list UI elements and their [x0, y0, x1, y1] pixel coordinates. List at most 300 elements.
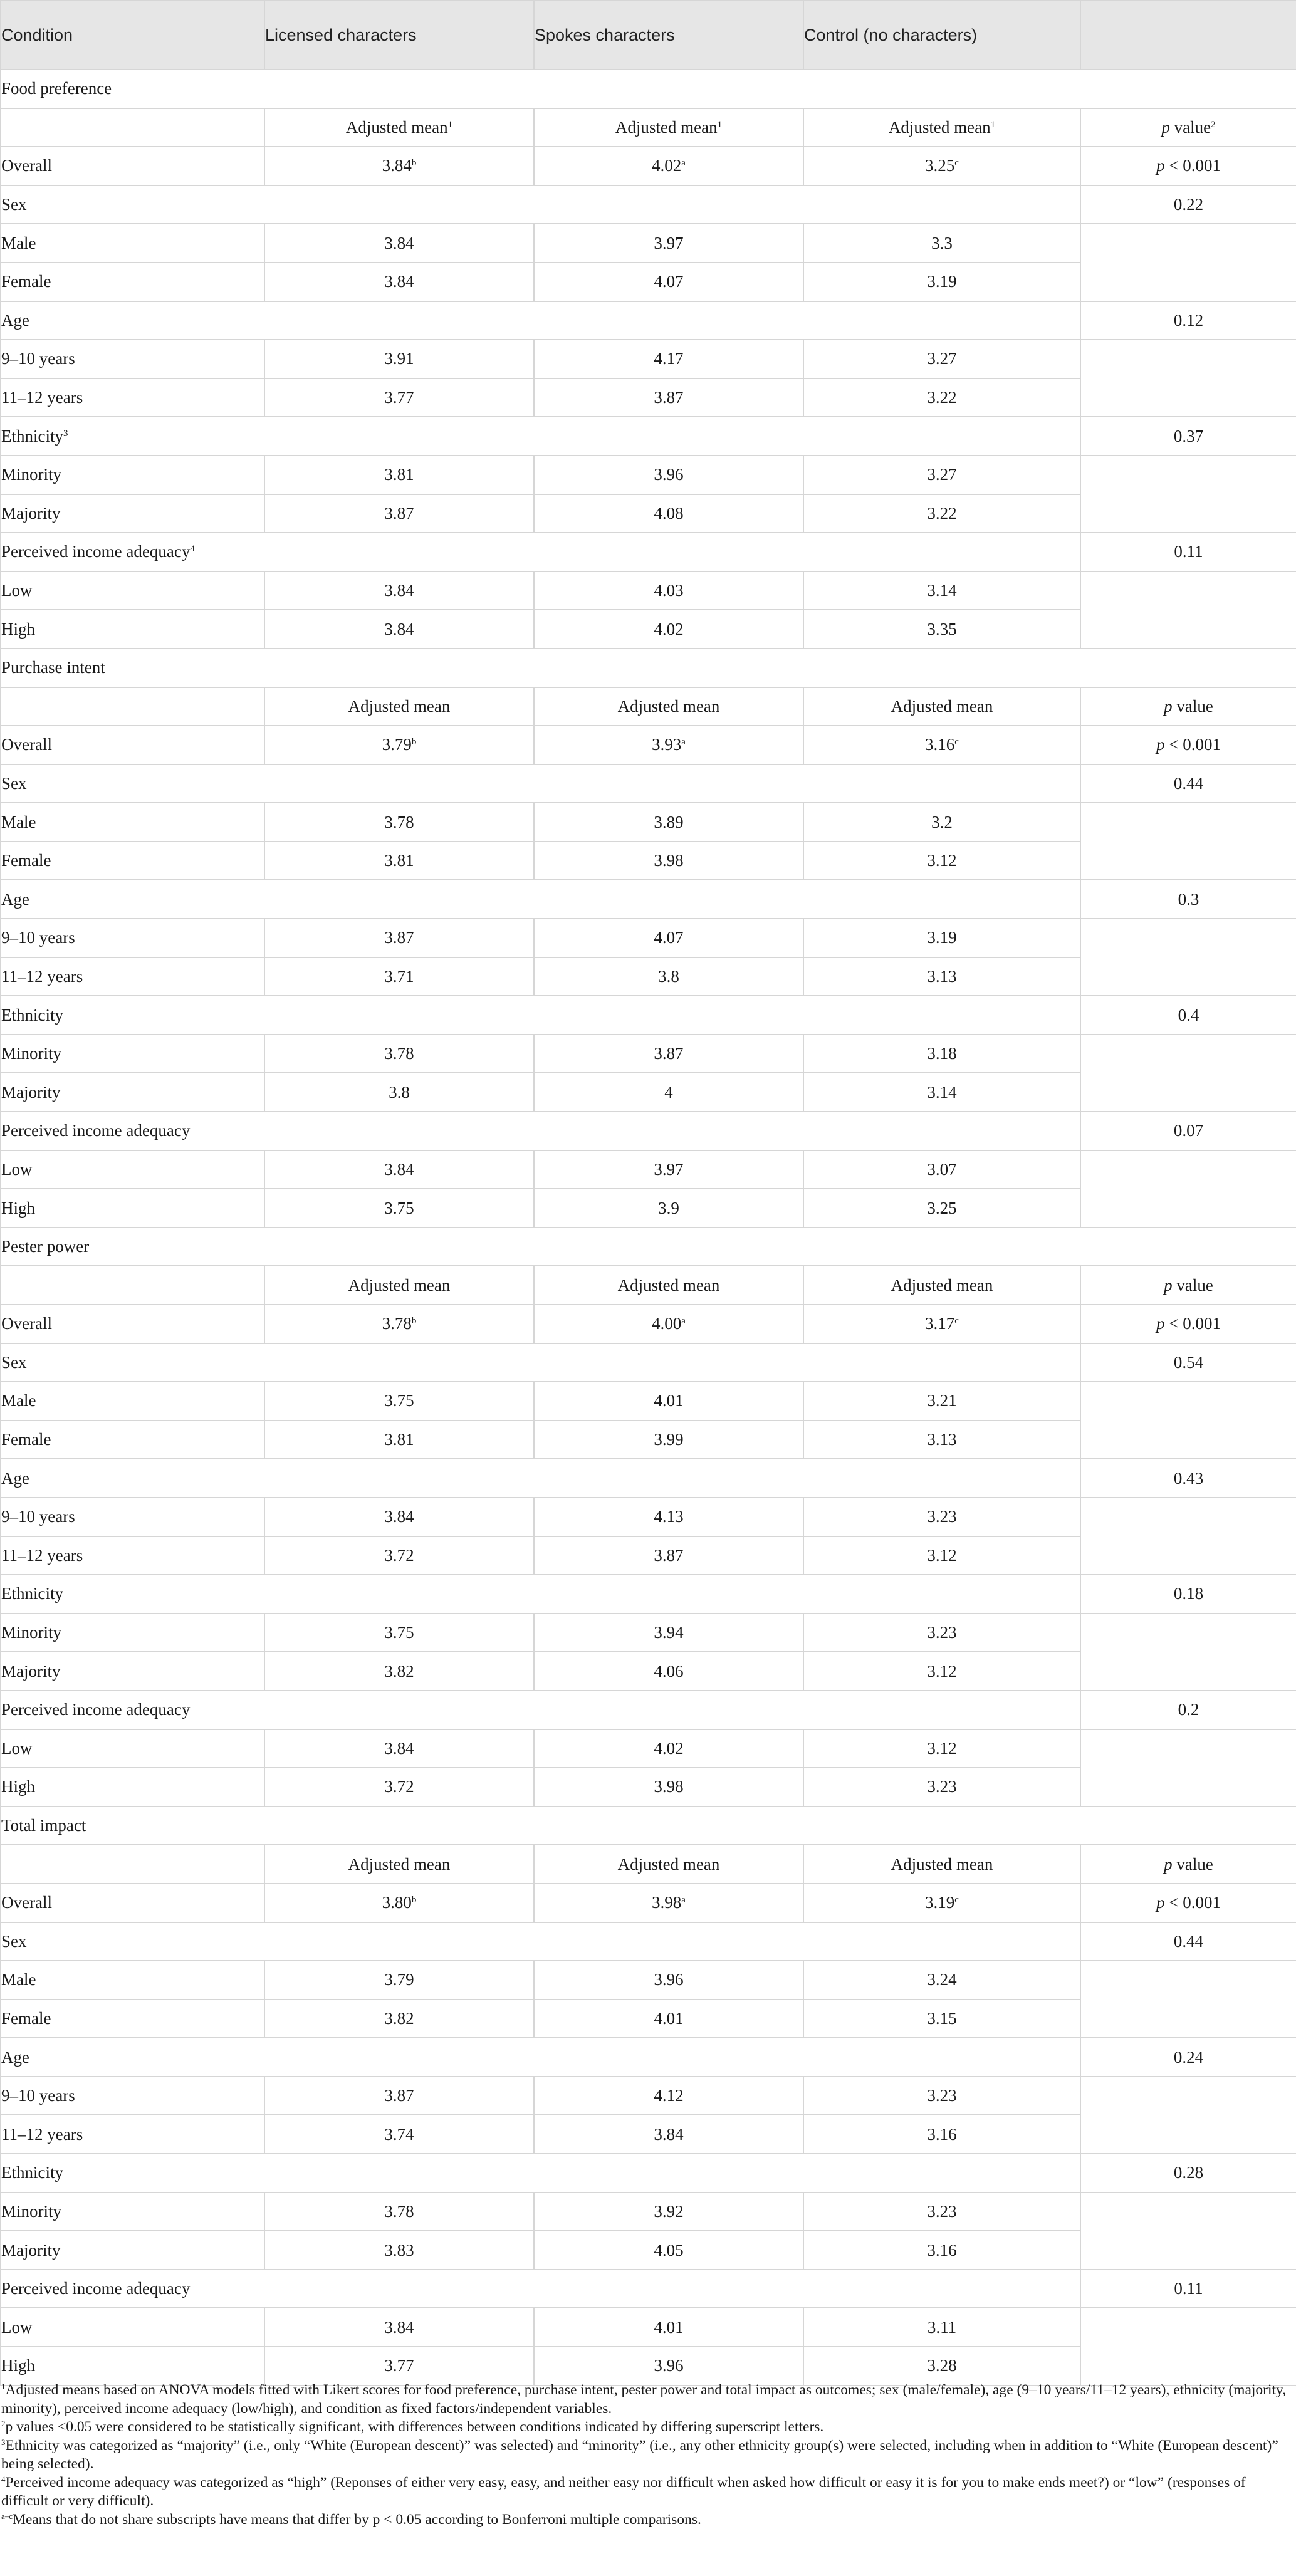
- table-row: [1, 1498, 1296, 1536]
- significance-letter: b: [411, 1316, 417, 1327]
- mean-value: 3.12: [927, 851, 957, 870]
- table-row: [1, 571, 1296, 610]
- p-value-text: 0.43: [1173, 1468, 1204, 1488]
- group-label: [1, 185, 1080, 224]
- mean-cell: [534, 1421, 803, 1459]
- empty-p-cell: [1080, 2077, 1296, 2154]
- mean-value: 3.23: [927, 1623, 957, 1642]
- p-label-rest: value: [1172, 1275, 1213, 1295]
- group-p-value: [1080, 996, 1296, 1035]
- row-label: [1, 340, 264, 378]
- mean-cell: [264, 263, 534, 301]
- mean-cell: [264, 2231, 534, 2270]
- mean-cell: [264, 803, 534, 842]
- mean-value: 4.17: [654, 349, 684, 368]
- section-title-text: Purchase intent: [1, 658, 105, 677]
- empty-p-cell: [1080, 456, 1296, 533]
- group-row: [1, 880, 1296, 919]
- mean-value: 3.12: [927, 1738, 957, 1758]
- mean-value: 4.01: [654, 2008, 684, 2028]
- p-value-text: 0.24: [1173, 2047, 1204, 2067]
- column-label-row: [1, 108, 1296, 147]
- mean-value: 3.84: [384, 2317, 414, 2337]
- overall-p-value: [1080, 1305, 1296, 1343]
- footnote: [1, 2381, 1290, 2418]
- mean-value: 3.27: [927, 349, 957, 368]
- mean-value: 3.27: [927, 465, 957, 484]
- mean-cell: [803, 1768, 1080, 1807]
- mean-cell: [534, 1073, 803, 1112]
- mean-value: 3.84: [384, 1507, 414, 1526]
- group-label-text: Age: [1, 310, 29, 330]
- group-row: [1, 1343, 1296, 1382]
- mean-cell: [264, 1768, 534, 1807]
- footnote-ref: 1: [447, 119, 453, 130]
- section-title-text: Total impact: [1, 1816, 86, 1835]
- mean-value: 3.78: [384, 1044, 414, 1063]
- row-label: [1, 1652, 264, 1691]
- row-label: [1, 571, 264, 610]
- group-p-value: [1080, 301, 1296, 340]
- mean-cell: [803, 1073, 1080, 1112]
- significance-letter: b: [411, 158, 417, 169]
- p-label-rest: value: [1169, 117, 1211, 137]
- mean-value: 3.23: [927, 1777, 957, 1796]
- adjusted-mean-text: Adjusted mean: [891, 1854, 993, 1874]
- significance-letter: c: [954, 1316, 959, 1327]
- row-label-text: Low: [1, 1738, 33, 1758]
- mean-cell: [264, 1189, 534, 1228]
- row-label-text: 9–10 years: [1, 349, 75, 368]
- mean-value: 3.12: [927, 1545, 957, 1565]
- footnote-text: Means that do not share subscripts have means that differ by p < 0.05 according to Bonferroni multiple comparisons.: [13, 2511, 701, 2528]
- row-label-text: Majority: [1, 1661, 61, 1681]
- overall-label-text: Overall: [1, 1314, 52, 1333]
- mean-cell: [534, 1189, 803, 1228]
- group-label: [1, 1691, 1080, 1729]
- table-row: [1, 1150, 1296, 1189]
- mean-value: 3.2: [931, 812, 953, 832]
- header-licensed: Licensed characters: [264, 1, 534, 70]
- section-title: [1, 649, 1296, 687]
- mean-value: 4.01: [654, 2317, 684, 2337]
- table-row: [1, 1729, 1296, 1768]
- overall-label: [1, 1884, 264, 1922]
- mean-cell: [803, 456, 1080, 494]
- row-label-text: Low: [1, 581, 33, 600]
- adjusted-mean-text: Adjusted mean: [345, 117, 448, 137]
- p-value-text: 0.22: [1173, 195, 1204, 214]
- group-label-text: Age: [1, 2047, 29, 2067]
- group-p-value: [1080, 1112, 1296, 1150]
- table-header: [1, 1, 1296, 70]
- row-label-text: 9–10 years: [1, 1507, 75, 1526]
- row-label-text: 11–12 years: [1, 388, 83, 407]
- mean-cell: [534, 2193, 803, 2231]
- mean-value: 3.19: [927, 272, 957, 291]
- mean-value: 3.80: [382, 1893, 412, 1912]
- adjusted-mean-label: [803, 108, 1080, 147]
- mean-value: 3.12: [927, 1661, 957, 1681]
- overall-row: [1, 147, 1296, 185]
- mean-cell: [534, 494, 803, 533]
- row-label-text: Majority: [1, 503, 61, 523]
- row-label: [1, 456, 264, 494]
- p-value-text: 0.11: [1174, 2279, 1203, 2298]
- group-p-value: [1080, 533, 1296, 571]
- mean-cell: [803, 571, 1080, 610]
- group-row: [1, 2154, 1296, 2193]
- group-label: [1, 996, 1080, 1035]
- mean-cell: [264, 610, 534, 649]
- overall-value: [803, 147, 1080, 185]
- mean-value: 3.84: [382, 156, 412, 175]
- section-title: [1, 1807, 1296, 1845]
- adjusted-mean-text: Adjusted mean: [348, 696, 451, 716]
- mean-value: 3.99: [654, 1430, 684, 1449]
- mean-value: 3.87: [384, 2086, 414, 2105]
- adjusted-mean-label: [264, 1845, 534, 1884]
- overall-label-text: Overall: [1, 1893, 52, 1912]
- mean-value: 3.98: [654, 851, 684, 870]
- mean-value: 3.84: [384, 1159, 414, 1179]
- p-label-rest: value: [1172, 1854, 1213, 1874]
- adjusted-mean-label: [534, 687, 803, 726]
- mean-value: 3.87: [384, 503, 414, 523]
- overall-value: [803, 726, 1080, 764]
- group-label-text: Perceived income adequacy: [1, 2279, 191, 2298]
- p-value-text: 0.07: [1173, 1121, 1204, 1140]
- row-label: [1, 1498, 264, 1536]
- mean-value: 3.87: [384, 928, 414, 947]
- row-label-text: Low: [1, 1159, 33, 1179]
- mean-cell: [264, 456, 534, 494]
- row-label-text: Majority: [1, 1082, 61, 1102]
- overall-label: [1, 1305, 264, 1343]
- p-italic: p: [1156, 1893, 1165, 1912]
- mean-value: 3.84: [384, 581, 414, 600]
- row-label: [1, 2115, 264, 2154]
- mean-value: 3.87: [654, 1545, 684, 1565]
- header-spokes: Spokes characters: [534, 1, 803, 70]
- mean-value: 3.18: [927, 1044, 957, 1063]
- group-label-text: Sex: [1, 1352, 27, 1372]
- mean-cell: [534, 842, 803, 880]
- mean-value: 3.74: [384, 2124, 414, 2144]
- adjusted-mean-text: Adjusted mean: [348, 1854, 451, 1874]
- mean-value: 3.94: [654, 1623, 684, 1642]
- adjusted-mean-label: [534, 108, 803, 147]
- group-p-value: [1080, 1343, 1296, 1382]
- mean-cell: [264, 2000, 534, 2038]
- group-row: [1, 185, 1296, 224]
- mean-cell: [803, 1189, 1080, 1228]
- p-italic: p: [1156, 1314, 1165, 1333]
- header-condition: Condition: [1, 1, 264, 70]
- mean-value: 3.19: [925, 1893, 955, 1912]
- empty-p-cell: [1080, 224, 1296, 301]
- group-p-value: [1080, 1691, 1296, 1729]
- significance-letter: b: [411, 737, 417, 748]
- group-label: [1, 417, 1080, 456]
- adjusted-mean-label: [534, 1266, 803, 1305]
- group-label-text: Ethnicity: [1, 426, 63, 446]
- mean-value: 4.03: [654, 581, 684, 600]
- row-label-text: Minority: [1, 1044, 62, 1063]
- row-label: [1, 224, 264, 263]
- row-label: [1, 494, 264, 533]
- group-row: [1, 1112, 1296, 1150]
- mean-cell: [803, 340, 1080, 378]
- mean-value: 3.79: [384, 1970, 414, 1989]
- footnote-marker: 3: [1, 2437, 6, 2447]
- empty-p-cell: [1080, 2308, 1296, 2385]
- section-title: [1, 70, 1296, 108]
- empty-p-cell: [1080, 803, 1296, 880]
- empty-p-cell: [1080, 1035, 1296, 1112]
- overall-label-text: Overall: [1, 156, 52, 175]
- mean-cell: [803, 2231, 1080, 2270]
- group-label: [1, 2270, 1080, 2308]
- row-label-text: Female: [1, 2008, 51, 2028]
- footnote: [1, 2511, 1290, 2530]
- mean-value: 3.3: [931, 233, 953, 253]
- mean-value: 4.07: [654, 928, 684, 947]
- p-value-text: 0.44: [1173, 1931, 1204, 1951]
- row-label-text: Minority: [1, 1623, 62, 1642]
- mean-value: 3.13: [927, 966, 957, 986]
- footnote-marker: 2: [1, 2419, 6, 2428]
- row-label-text: 9–10 years: [1, 928, 75, 947]
- mean-cell: [534, 957, 803, 996]
- empty-p-cell: [1080, 571, 1296, 649]
- mean-cell: [534, 571, 803, 610]
- adjusted-mean-text: Adjusted mean: [891, 1275, 993, 1295]
- row-label-text: Male: [1, 812, 36, 832]
- mean-cell: [264, 224, 534, 263]
- row-label: [1, 378, 264, 417]
- row-label-text: Male: [1, 1391, 36, 1411]
- p-value-text: < 0.001: [1164, 156, 1221, 175]
- group-label: [1, 1922, 1080, 1961]
- mean-cell: [803, 1421, 1080, 1459]
- adjusted-mean-text: Adjusted mean: [891, 696, 993, 716]
- mean-cell: [264, 842, 534, 880]
- mean-value: 3.84: [384, 1738, 414, 1758]
- row-label: [1, 1073, 264, 1112]
- p-value-text: 0.2: [1178, 1700, 1199, 1719]
- mean-value: 3.17: [925, 1314, 955, 1333]
- mean-cell: [534, 2077, 803, 2115]
- empty-p-cell: [1080, 2193, 1296, 2270]
- mean-cell: [534, 2308, 803, 2347]
- mean-value: 4.07: [654, 272, 684, 291]
- mean-value: 3.83: [384, 2240, 414, 2260]
- group-p-value: [1080, 1575, 1296, 1614]
- footnote-ref: 1: [990, 119, 996, 130]
- p-value-text: 0.54: [1173, 1352, 1204, 1372]
- p-italic: p: [1156, 156, 1165, 175]
- row-label-text: 11–12 years: [1, 966, 83, 986]
- group-label-text: Ethnicity: [1, 2163, 63, 2182]
- table-row: [1, 2193, 1296, 2231]
- row-label: [1, 1768, 264, 1807]
- column-label-row: [1, 1266, 1296, 1305]
- p-value-text: 0.11: [1174, 542, 1203, 561]
- mean-cell: [803, 1729, 1080, 1768]
- mean-cell: [803, 1614, 1080, 1652]
- mean-value: 3.25: [927, 1198, 957, 1218]
- mean-cell: [803, 957, 1080, 996]
- p-value-text: 0.3: [1178, 889, 1199, 909]
- mean-value: 3.75: [384, 1391, 414, 1411]
- mean-value: 3.81: [384, 465, 414, 484]
- section-row: [1, 649, 1296, 687]
- mean-value: 4.13: [654, 1507, 684, 1526]
- group-row: [1, 1459, 1296, 1498]
- row-label: [1, 1189, 264, 1228]
- group-row: [1, 417, 1296, 456]
- mean-cell: [803, 1382, 1080, 1421]
- row-label: [1, 1614, 264, 1652]
- empty-cell: [1, 1266, 264, 1305]
- mean-value: 3.84: [384, 233, 414, 253]
- group-row: [1, 2270, 1296, 2308]
- adjusted-mean-label: [534, 1845, 803, 1884]
- overall-value: [534, 726, 803, 764]
- mean-value: 3.11: [927, 2317, 957, 2337]
- group-label: [1, 2038, 1080, 2077]
- table-row: [1, 1614, 1296, 1652]
- mean-cell: [264, 571, 534, 610]
- overall-value: [534, 147, 803, 185]
- mean-cell: [803, 2115, 1080, 2154]
- mean-cell: [264, 1421, 534, 1459]
- mean-value: 3.87: [654, 1044, 684, 1063]
- mean-value: 3.16: [925, 735, 955, 754]
- footnote: [1, 2418, 1290, 2437]
- row-label-text: High: [1, 1777, 35, 1796]
- section-title-text: Food preference: [1, 79, 112, 98]
- mean-value: 3.21: [927, 1391, 957, 1411]
- mean-value: 3.82: [384, 1661, 414, 1681]
- overall-p-value: [1080, 726, 1296, 764]
- mean-value: 3.92: [654, 2201, 684, 2221]
- section-row: [1, 1228, 1296, 1266]
- adjusted-mean-text: Adjusted mean: [888, 117, 991, 137]
- mean-cell: [803, 1035, 1080, 1073]
- adjusted-mean-text: Adjusted mean: [617, 696, 720, 716]
- mean-cell: [534, 2231, 803, 2270]
- row-label: [1, 1961, 264, 2000]
- mean-cell: [803, 803, 1080, 842]
- row-label: [1, 2193, 264, 2231]
- row-label-text: 11–12 years: [1, 1545, 83, 1565]
- mean-value: 3.35: [927, 619, 957, 639]
- mean-cell: [534, 1035, 803, 1073]
- table-row: [1, 2077, 1296, 2115]
- group-row: [1, 1691, 1296, 1729]
- adjusted-mean-text: Adjusted mean: [348, 1275, 451, 1295]
- group-row: [1, 533, 1296, 571]
- mean-cell: [534, 1498, 803, 1536]
- row-label: [1, 957, 264, 996]
- p-italic: p: [1164, 1854, 1173, 1874]
- p-label-rest: value: [1172, 696, 1213, 716]
- mean-cell: [264, 957, 534, 996]
- group-row: [1, 2038, 1296, 2077]
- mean-cell: [264, 1073, 534, 1112]
- mean-cell: [264, 1961, 534, 2000]
- row-label: [1, 610, 264, 649]
- significance-letter: b: [411, 1895, 417, 1906]
- overall-row: [1, 1305, 1296, 1343]
- mean-cell: [803, 919, 1080, 957]
- mean-value: 3.8: [658, 966, 679, 986]
- group-label-text: Perceived income adequacy: [1, 1700, 191, 1719]
- table-row: [1, 919, 1296, 957]
- row-label-text: High: [1, 619, 35, 639]
- mean-value: 4.02: [654, 619, 684, 639]
- group-row: [1, 1922, 1296, 1961]
- row-label-text: Female: [1, 851, 51, 870]
- group-label-text: Age: [1, 1468, 29, 1488]
- significance-letter: c: [954, 158, 959, 169]
- mean-value: 4: [664, 1082, 673, 1102]
- group-label-text: Ethnicity: [1, 1005, 63, 1025]
- empty-cell: [1, 687, 264, 726]
- mean-value: 3.23: [927, 1507, 957, 1526]
- mean-value: 3.91: [384, 349, 414, 368]
- empty-p-cell: [1080, 919, 1296, 996]
- group-label: [1, 1459, 1080, 1498]
- column-label-row: [1, 687, 1296, 726]
- group-label-text: Age: [1, 889, 29, 909]
- group-p-value: [1080, 764, 1296, 803]
- adjusted-mean-label: [803, 1845, 1080, 1884]
- p-value-label: [1080, 1266, 1296, 1305]
- row-label-text: Majority: [1, 2240, 61, 2260]
- section-row: [1, 70, 1296, 108]
- header-control: Control (no characters): [803, 1, 1080, 70]
- adjusted-mean-label: [264, 108, 534, 147]
- group-row: [1, 301, 1296, 340]
- group-p-value: [1080, 1459, 1296, 1498]
- adjusted-mean-text: Adjusted mean: [615, 117, 718, 137]
- mean-value: 3.25: [925, 156, 955, 175]
- mean-value: 3.24: [927, 1970, 957, 1989]
- mean-value: 3.16: [927, 2124, 957, 2144]
- group-label: [1, 1575, 1080, 1614]
- group-label-text: Perceived income adequacy: [1, 1121, 191, 1140]
- table-row: [1, 224, 1296, 263]
- mean-cell: [803, 1536, 1080, 1575]
- group-p-value: [1080, 2038, 1296, 2077]
- footnote-text: p values <0.05 were considered to be statistically significant, with differences between conditions indicated by differing superscript letters.: [5, 2419, 824, 2435]
- mean-cell: [534, 1536, 803, 1575]
- mean-value: 3.78: [384, 812, 414, 832]
- section-title-text: Pester power: [1, 1237, 90, 1256]
- row-label: [1, 803, 264, 842]
- mean-value: 3.96: [654, 1970, 684, 1989]
- mean-value: 3.77: [384, 388, 414, 407]
- group-p-value: [1080, 417, 1296, 456]
- mean-value: 3.22: [927, 388, 957, 407]
- footnote-text: Perceived income adequacy was categorized as “high” (Reponses of either very easy, easy, and neither easy nor difficult when asked how difficult or easy it is for you to make ends meet?) or “low” (responses of difficult or very difficult).: [1, 2474, 1246, 2509]
- mean-value: 3.84: [654, 2124, 684, 2144]
- footnote-text: Ethnicity was categorized as “majority” (i.e., only “White (European descent)” was selected) and “minority” (i.e., any other ethnicity group(s) were selected, including when in addition to “White (European descent)” being selected).: [1, 2437, 1278, 2472]
- table-row: [1, 2308, 1296, 2347]
